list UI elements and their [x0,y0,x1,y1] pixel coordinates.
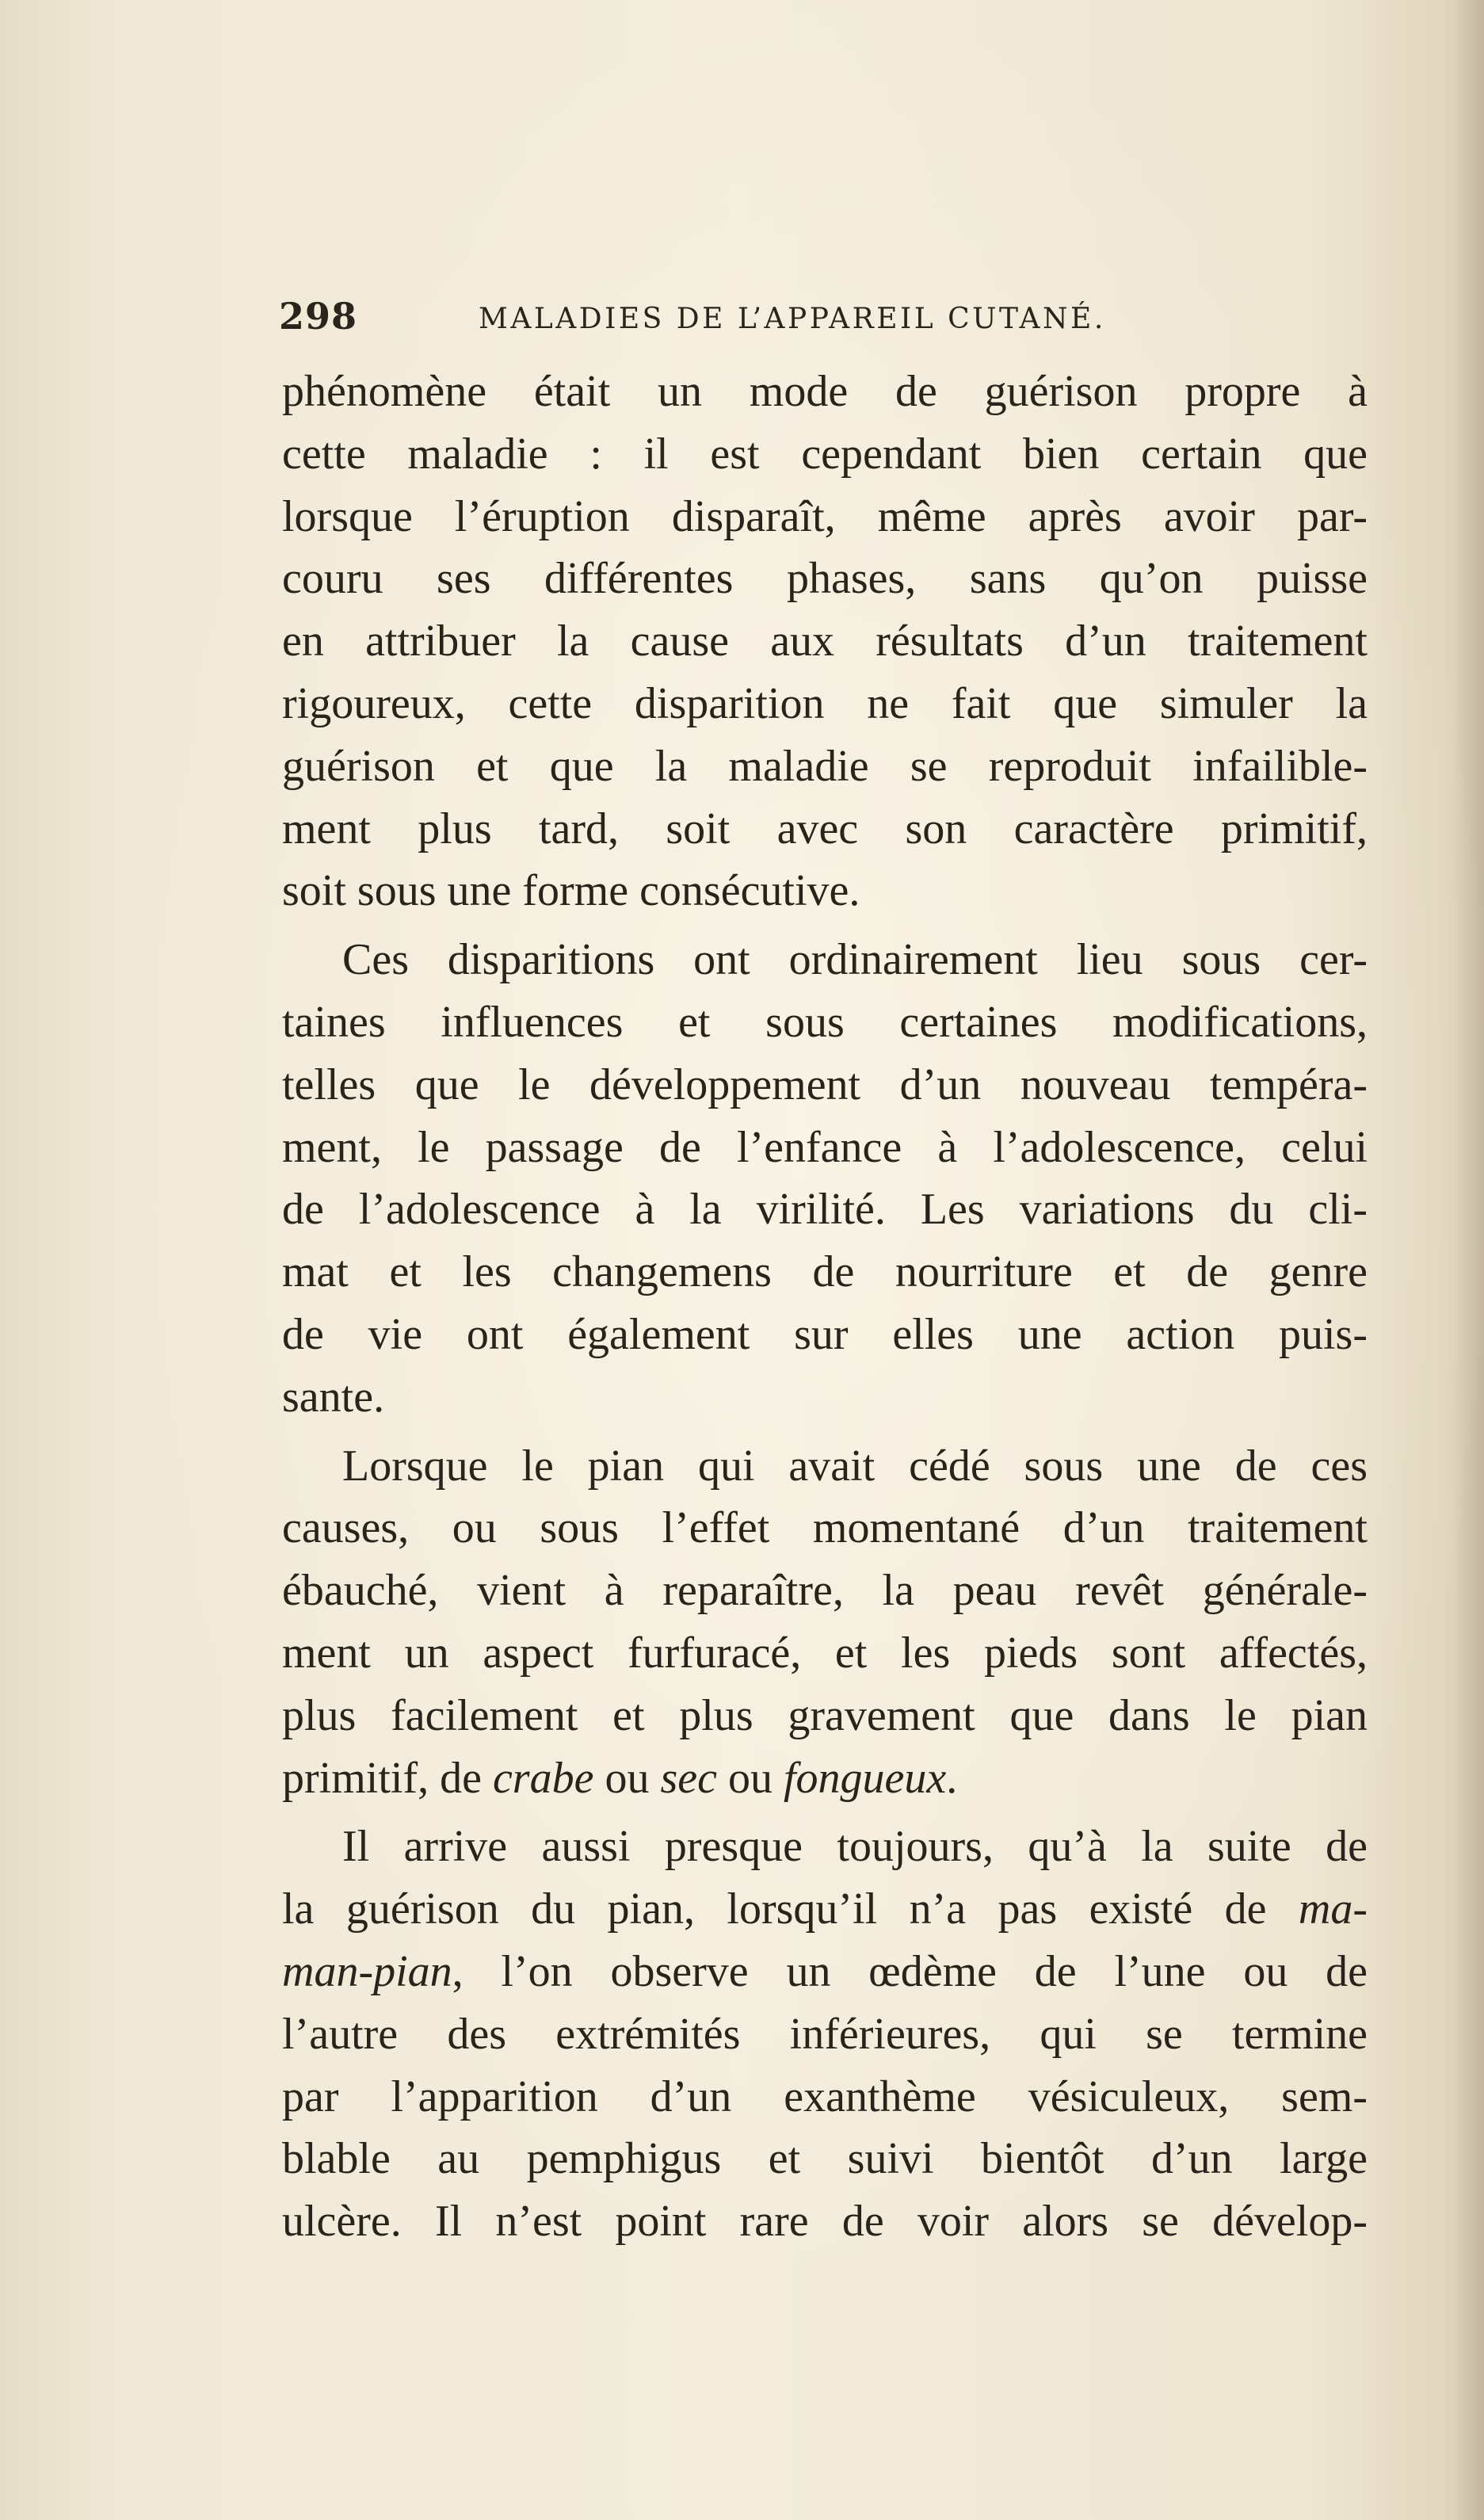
text-line [282,1878,1368,1941]
text-line [282,1747,1368,1810]
text-line: ment un aspect furfuracé, et les pieds sont affectés, [282,1628,1368,1678]
text-line: Il arrive aussi presque toujours, qu’à la suite de [342,1822,1368,1872]
text-line: mat et les changemens de nourriture et de genre [282,1247,1368,1297]
text-line [282,1941,1368,2003]
paragraph-gap [282,922,1368,929]
text-line: l’autre des extrémités inférieures, qui se termine [282,2009,1368,2059]
text-line: soit sous une forme consécutive. [282,866,860,916]
text-line: blable au pemphigus et suivi bientôt d’un large [282,2134,1368,2184]
text-line: ment plus tard, soit avec son caractère primitif, [282,804,1368,853]
text-line: par l’apparition d’un exanthème vésiculeux, sem- [282,2071,1368,2121]
text-span: ou [716,1753,784,1803]
text-line: Ces disparitions ont ordinairement lieu sous cer- [342,935,1368,985]
text-line: causes, ou sous l’effet momentané d’un traitement [282,1503,1368,1553]
italic-term: ma- [1298,1884,1368,1934]
italic-term: fongueux [783,1753,947,1803]
italic-term: sec [660,1753,717,1803]
text-line: phénomène était un mode de guérison propre à [282,367,1368,416]
paragraph-2 [282,929,1368,1428]
text-line: de vie ont également sur elles une action puis- [282,1309,1368,1359]
italic-term: man-pian [282,1946,452,1996]
page-edge-shadow [1452,0,1484,2520]
body-text [282,361,1368,2253]
italic-term: crabe [492,1753,594,1803]
text-span: primitif, de [282,1753,493,1803]
running-head [279,295,1166,350]
text-line: Lorsque le pian qui avait cédé sous une de ces [342,1441,1368,1491]
paragraph-1 [282,361,1368,922]
text-line: couru ses différentes phases, sans qu’on puisse [282,554,1368,604]
text-line: de l’adolescence à la virilité. Les variations du cli- [282,1185,1368,1235]
text-line: en attribuer la cause aux résultats d’un traitement [282,617,1368,666]
paragraph-4 [282,1816,1368,2253]
page-number: 298 [279,295,358,338]
text-span: . [946,1753,958,1803]
text-line: ébauché, vient à reparaître, la peau revêt générale- [282,1566,1368,1616]
text-line: rigoureux, cette disparition ne fait que simuler la [282,678,1368,728]
text-span: ou [593,1753,661,1803]
text-line: ment, le passage de l’enfance à l’adolescence, celui [282,1122,1368,1172]
text-line: cette maladie : il est cependant bien certain que [282,429,1368,479]
paragraph-gap [282,1429,1368,1435]
text-line: ulcère. Il n’est point rare de voir alors se dévelop- [282,2197,1368,2247]
text-line: sante. [282,1372,385,1422]
text-line: taines influences et sous certaines modifications, [282,997,1368,1047]
text-span: , l’on observe un œdème de l’une ou de [452,1946,1368,1996]
text-span: la guérison du pian, lorsqu’il n’a pas existé de [282,1884,1299,1934]
text-line: telles que le développement d’un nouveau tempéra- [282,1060,1368,1109]
text-line: lorsque l’éruption disparaît, même après avoir par- [282,491,1368,541]
text-line: plus facilement et plus gravement que dans le pian [282,1690,1368,1740]
paragraph-3 [282,1435,1368,1810]
running-title: MALADIES DE L’APPAREIL CUTANÉ. [479,303,1106,335]
paragraph-gap [282,1809,1368,1816]
text-line: guérison et que la maladie se reproduit infailible- [282,741,1368,791]
